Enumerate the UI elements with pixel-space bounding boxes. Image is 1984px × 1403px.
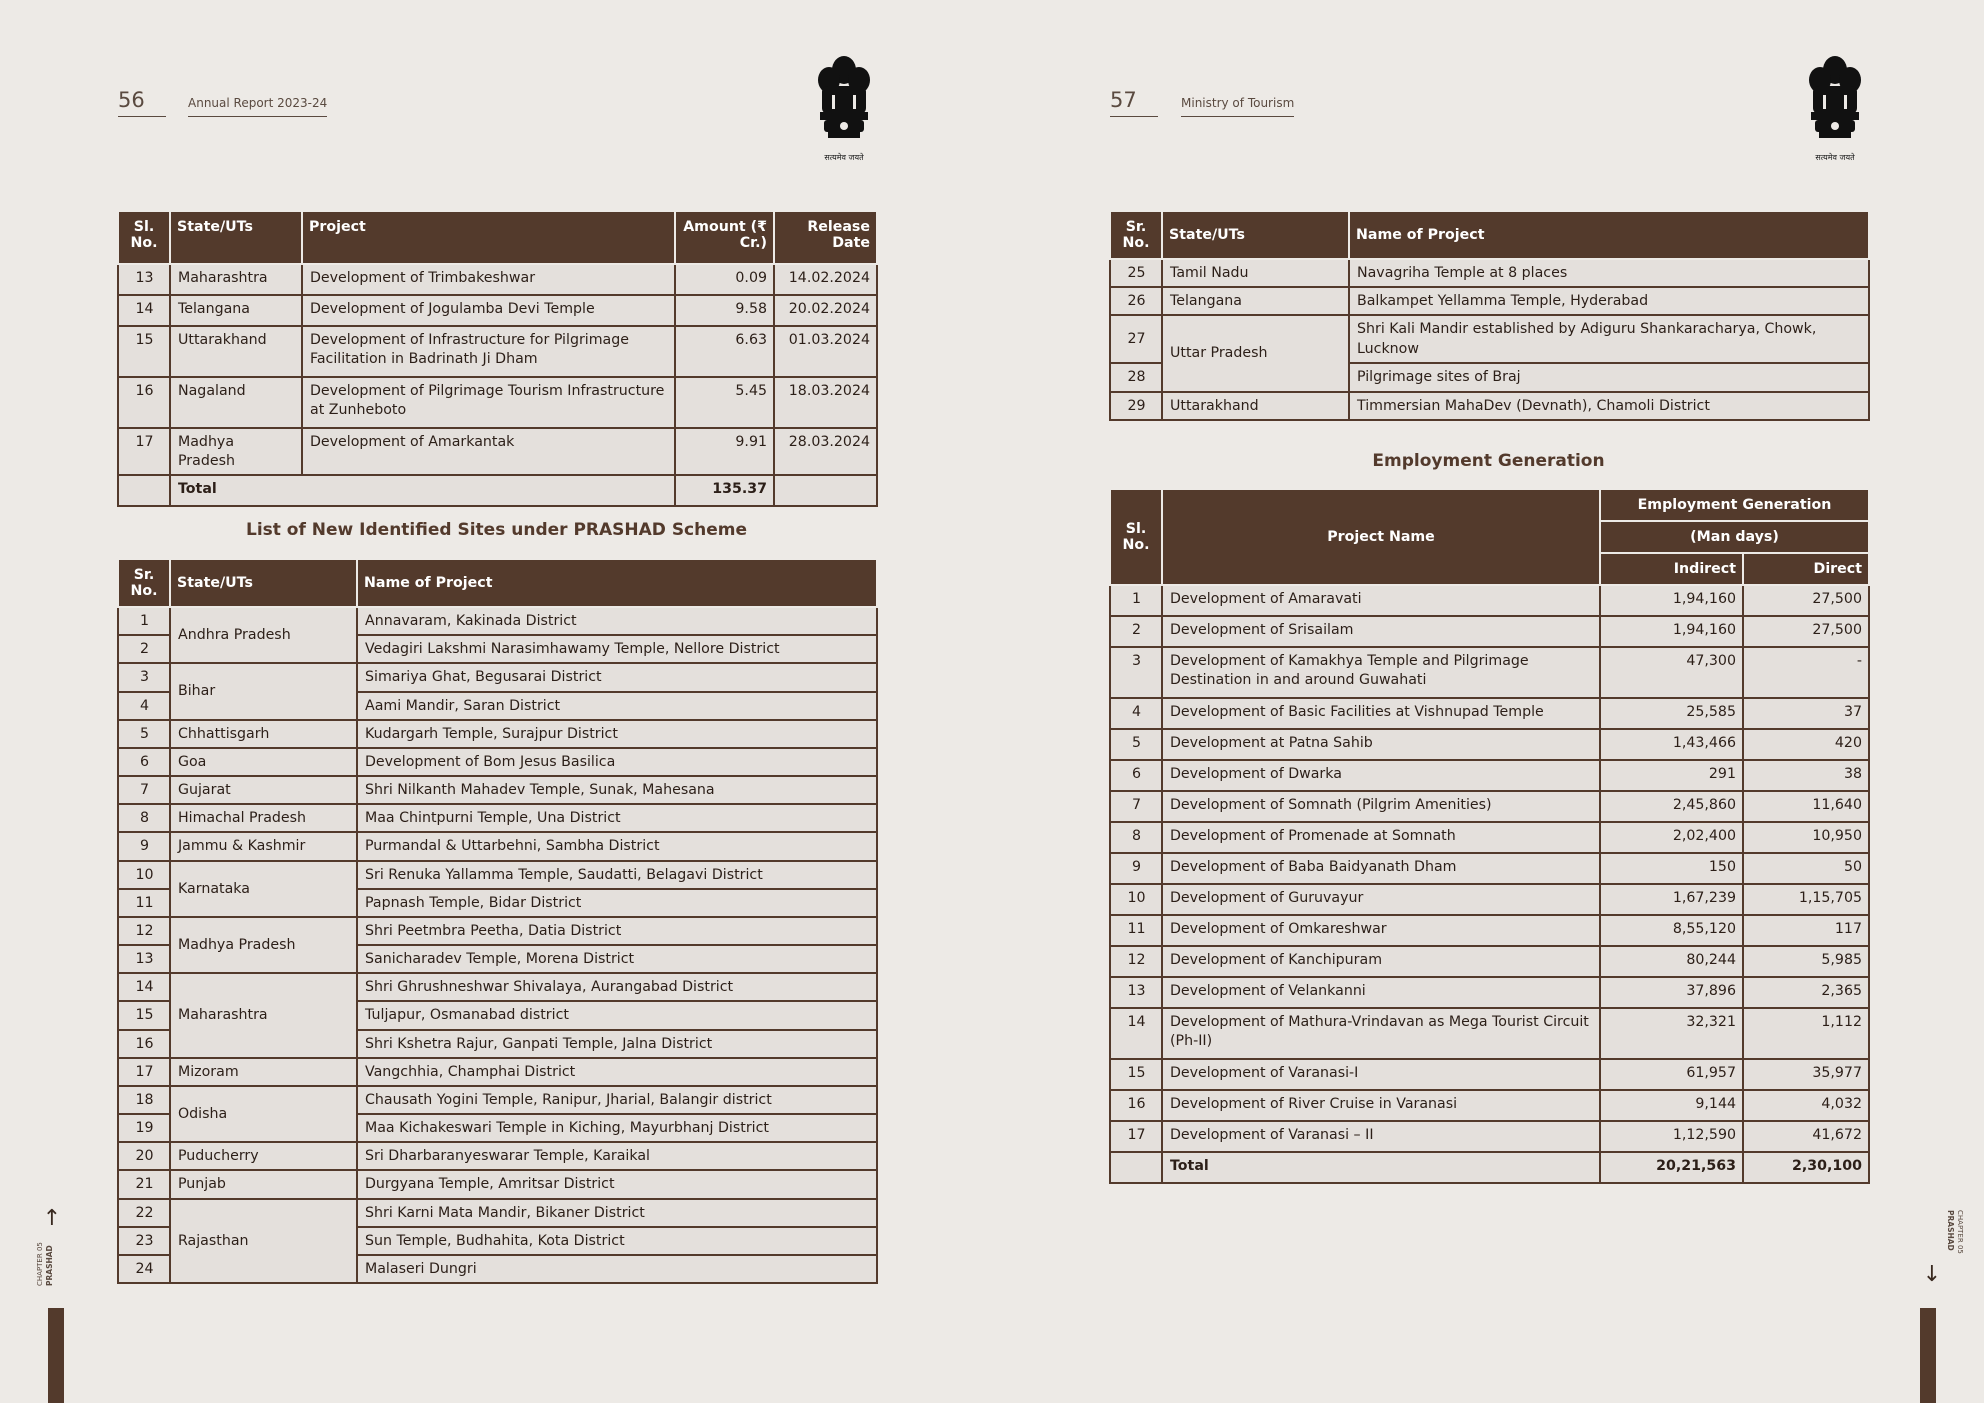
cell-state: Goa (170, 748, 357, 776)
cell-sr: 16 (118, 1030, 170, 1058)
emblem-motto: सत्यमेव जयते (1815, 153, 1855, 162)
table-row (118, 973, 877, 1001)
col-sr: Sr. No. (118, 559, 170, 607)
table-row (1110, 729, 1869, 760)
col-name: Name of Project (357, 559, 877, 607)
table-row (1110, 315, 1869, 363)
table-row (118, 748, 877, 776)
cell-indirect: 291 (1600, 760, 1743, 791)
col-state: State/UTs (1162, 211, 1349, 259)
lion-capital-icon (812, 50, 876, 154)
total-label: Total (170, 475, 675, 506)
cell-state: Uttarakhand (170, 326, 302, 377)
cell-date: 28.03.2024 (774, 428, 877, 475)
table-row (1110, 1090, 1869, 1121)
cell-state: Andhra Pradesh (170, 607, 357, 663)
lion-capital-icon (1803, 50, 1867, 154)
side-chapter: CHAPTER 05 (1956, 1210, 1964, 1254)
cell-project: Development of Promenade at Somnath (1162, 822, 1600, 853)
cell-sr: 7 (118, 776, 170, 804)
table-row (118, 1142, 877, 1170)
table-row (118, 917, 877, 945)
cell-direct: 117 (1743, 915, 1869, 946)
cell-sl: 16 (1110, 1090, 1162, 1121)
cell-name: Shri Nilkanth Mahadev Temple, Sunak, Mahesana (357, 776, 877, 804)
cell-indirect: 47,300 (1600, 647, 1743, 698)
cell-project: Development of Jogulamba Devi Temple (302, 295, 675, 326)
table-row (1110, 915, 1869, 946)
col-unit: (Man days) (1600, 521, 1869, 553)
cell-date: 18.03.2024 (774, 377, 877, 428)
cell-sr: 1 (118, 607, 170, 635)
cell-sl: 7 (1110, 791, 1162, 822)
table-row (1110, 616, 1869, 647)
cell-sl: 15 (1110, 1059, 1162, 1090)
cell-sl: 9 (1110, 853, 1162, 884)
cell-state: Chhattisgarh (170, 720, 357, 748)
sites-table-continued (1109, 210, 1870, 421)
cell-sl: 3 (1110, 647, 1162, 698)
cell-state: Tamil Nadu (1162, 259, 1349, 287)
cell-sl: 15 (118, 326, 170, 377)
cell-indirect: 1,94,160 (1600, 616, 1743, 647)
cell-empty (1110, 1152, 1162, 1183)
cell-sr: 24 (118, 1255, 170, 1283)
cell-indirect: 2,45,860 (1600, 791, 1743, 822)
cell-sr: 23 (118, 1227, 170, 1255)
cell-amount: 0.09 (675, 264, 774, 295)
col-amount: Amount (₹ Cr.) (675, 211, 774, 264)
col-direct: Direct (1743, 553, 1869, 585)
cell-name: Balkampet Yellamma Temple, Hyderabad (1349, 287, 1869, 315)
cell-name: Shri Peetmbra Peetha, Datia District (357, 917, 877, 945)
cell-sl: 11 (1110, 915, 1162, 946)
cell-state: Madhya Pradesh (170, 917, 357, 973)
table-row (1110, 1008, 1869, 1059)
cell-name: Chausath Yogini Temple, Ranipur, Jharial, Balangir district (357, 1086, 877, 1114)
table-row (1110, 1059, 1869, 1090)
cell-state: Maharashtra (170, 973, 357, 1058)
release-table (117, 210, 878, 507)
cell-sl: 10 (1110, 884, 1162, 915)
cell-sr: 25 (1110, 259, 1162, 287)
cell-sr: 13 (118, 945, 170, 973)
cell-sr: 9 (118, 832, 170, 860)
cell-direct: 27,500 (1743, 585, 1869, 616)
side-section: PRASHAD (1946, 1210, 1956, 1251)
total-direct: 2,30,100 (1743, 1152, 1869, 1183)
cell-name: Sri Renuka Yallamma Temple, Saudatti, Belagavi District (357, 861, 877, 889)
cell-name: Pilgrimage sites of Braj (1349, 363, 1869, 391)
cell-direct: 38 (1743, 760, 1869, 791)
cell-indirect: 1,12,590 (1600, 1121, 1743, 1152)
cell-name: Durgyana Temple, Amritsar District (357, 1170, 877, 1198)
cell-sr: 27 (1110, 315, 1162, 363)
table-row (1110, 822, 1869, 853)
cell-project: Development of Amarkantak (302, 428, 675, 475)
cell-project: Development of Dwarka (1162, 760, 1600, 791)
cell-indirect: 2,02,400 (1600, 822, 1743, 853)
cell-name: Kudargarh Temple, Surajpur District (357, 720, 877, 748)
table-row (118, 776, 877, 804)
table-row (118, 804, 877, 832)
cell-sl: 16 (118, 377, 170, 428)
cell-state: Odisha (170, 1086, 357, 1142)
cell-name: Malaseri Dungri (357, 1255, 877, 1283)
cell-project: Development at Patna Sahib (1162, 729, 1600, 760)
cell-sl: 14 (118, 295, 170, 326)
table-row (118, 1199, 877, 1227)
col-state: State/UTs (170, 211, 302, 264)
side-chapter-label (36, 1176, 58, 1286)
cell-name: Annavaram, Kakinada District (357, 607, 877, 635)
table-row (1110, 585, 1869, 616)
cell-amount: 6.63 (675, 326, 774, 377)
table-row (1110, 853, 1869, 884)
cell-state: Karnataka (170, 861, 357, 917)
cell-state: Bihar (170, 663, 357, 719)
col-sr: Sr. No. (1110, 211, 1162, 259)
cell-indirect: 8,55,120 (1600, 915, 1743, 946)
cell-project: Development of Pilgrimage Tourism Infrastructure at Zunheboto (302, 377, 675, 428)
cell-direct: 11,640 (1743, 791, 1869, 822)
cell-direct: 35,977 (1743, 1059, 1869, 1090)
cell-name: Shri Kali Mandir established by Adiguru Shankaracharya, Chowk, Lucknow (1349, 315, 1869, 363)
cell-sl: 14 (1110, 1008, 1162, 1059)
cell-sr: 26 (1110, 287, 1162, 315)
table-row (118, 264, 877, 295)
cell-sr: 6 (118, 748, 170, 776)
col-group: Employment Generation (1600, 489, 1869, 521)
cell-name: Sanicharadev Temple, Morena District (357, 945, 877, 973)
side-section: PRASHAD (44, 1245, 54, 1286)
cell-name: Navagriha Temple at 8 places (1349, 259, 1869, 287)
cell-sr: 22 (118, 1199, 170, 1227)
cell-state: Himachal Pradesh (170, 804, 357, 832)
cell-sr: 11 (118, 889, 170, 917)
cell-name: Timmersian MahaDev (Devnath), Chamoli District (1349, 392, 1869, 420)
page-number: 56 (118, 88, 166, 117)
cell-amount: 5.45 (675, 377, 774, 428)
table-row (118, 1058, 877, 1086)
cell-project: Development of Guruvayur (1162, 884, 1600, 915)
cell-indirect: 37,896 (1600, 977, 1743, 1008)
cell-project: Development of Varanasi-I (1162, 1059, 1600, 1090)
cell-sr: 4 (118, 692, 170, 720)
cell-name: Papnash Temple, Bidar District (357, 889, 877, 917)
cell-name: Sun Temple, Budhahita, Kota District (357, 1227, 877, 1255)
cell-date: 14.02.2024 (774, 264, 877, 295)
cell-sr: 21 (118, 1170, 170, 1198)
col-sl: Sl. No. (118, 211, 170, 264)
cell-sr: 2 (118, 635, 170, 663)
page-number: 57 (1110, 88, 1158, 117)
table-row (1110, 259, 1869, 287)
table-row (1110, 287, 1869, 315)
cell-state: Uttar Pradesh (1162, 315, 1349, 391)
table-row (118, 861, 877, 889)
cell-sr: 29 (1110, 392, 1162, 420)
arrow-down-icon: ↓ (1922, 1262, 1942, 1287)
table-row (1110, 392, 1869, 420)
table-row (1110, 791, 1869, 822)
cell-sl: 17 (118, 428, 170, 475)
cell-sl: 8 (1110, 822, 1162, 853)
cell-name: Shri Ghrushneshwar Shivalaya, Aurangabad District (357, 973, 877, 1001)
cell-direct: 27,500 (1743, 616, 1869, 647)
cell-project: Development of Mathura-Vrindavan as Mega Tourist Circuit (Ph-II) (1162, 1008, 1600, 1059)
cell-state: Maharashtra (170, 264, 302, 295)
table-row (118, 1170, 877, 1198)
cell-empty (118, 475, 170, 506)
cell-direct: 1,15,705 (1743, 884, 1869, 915)
cell-direct: 4,032 (1743, 1090, 1869, 1121)
cell-indirect: 1,43,466 (1600, 729, 1743, 760)
cell-project: Development of Omkareshwar (1162, 915, 1600, 946)
cell-name: Sri Dharbaranyeswarar Temple, Karaikal (357, 1142, 877, 1170)
cell-indirect: 80,244 (1600, 946, 1743, 977)
cell-indirect: 150 (1600, 853, 1743, 884)
side-chapter-label (1942, 1210, 1964, 1320)
cell-project: Development of Trimbakeshwar (302, 264, 675, 295)
cell-name: Vedagiri Lakshmi Narasimhawamy Temple, Nellore District (357, 635, 877, 663)
employment-title: Employment Generation (1372, 451, 1605, 471)
cell-direct: 5,985 (1743, 946, 1869, 977)
cell-state: Uttarakhand (1162, 392, 1349, 420)
col-indirect: Indirect (1600, 553, 1743, 585)
table-row (1110, 760, 1869, 791)
cell-state: Madhya Pradesh (170, 428, 302, 475)
cell-empty (774, 475, 877, 506)
cell-name: Development of Bom Jesus Basilica (357, 748, 877, 776)
table-row (1110, 647, 1869, 698)
col-state: State/UTs (170, 559, 357, 607)
cell-direct: - (1743, 647, 1869, 698)
cell-date: 20.02.2024 (774, 295, 877, 326)
table-row (118, 720, 877, 748)
cell-sr: 5 (118, 720, 170, 748)
cell-name: Aami Mandir, Saran District (357, 692, 877, 720)
cell-indirect: 61,957 (1600, 1059, 1743, 1090)
cell-indirect: 9,144 (1600, 1090, 1743, 1121)
table-row (118, 1086, 877, 1114)
table-row (118, 607, 877, 635)
cell-name: Tuljapur, Osmanabad district (357, 1001, 877, 1029)
cell-amount: 9.58 (675, 295, 774, 326)
cell-sl: 4 (1110, 698, 1162, 729)
col-project: Project (302, 211, 675, 264)
cell-date: 01.03.2024 (774, 326, 877, 377)
cell-sl: 13 (118, 264, 170, 295)
cell-sl: 17 (1110, 1121, 1162, 1152)
cell-direct: 10,950 (1743, 822, 1869, 853)
cell-project: Development of Somnath (Pilgrim Amenities) (1162, 791, 1600, 822)
cell-indirect: 1,67,239 (1600, 884, 1743, 915)
total-row (1110, 1152, 1869, 1183)
state-emblem (812, 50, 876, 163)
table-row (118, 428, 877, 475)
cell-sr: 14 (118, 973, 170, 1001)
cell-name: Shri Kshetra Rajur, Ganpati Temple, Jalna District (357, 1030, 877, 1058)
total-row (118, 475, 877, 506)
col-sl: Sl. No. (1110, 489, 1162, 585)
cell-indirect: 1,94,160 (1600, 585, 1743, 616)
table-row (118, 663, 877, 691)
cell-state: Punjab (170, 1170, 357, 1198)
cell-direct: 420 (1743, 729, 1869, 760)
cell-sr: 8 (118, 804, 170, 832)
col-name: Name of Project (1349, 211, 1869, 259)
cell-sl: 5 (1110, 729, 1162, 760)
cell-project: Development of Kanchipuram (1162, 946, 1600, 977)
cell-sl: 6 (1110, 760, 1162, 791)
cell-state: Jammu & Kashmir (170, 832, 357, 860)
arrow-up-icon: ↑ (42, 1206, 62, 1231)
cell-state: Rajasthan (170, 1199, 357, 1284)
cell-state: Puducherry (170, 1142, 357, 1170)
cell-state: Nagaland (170, 377, 302, 428)
cell-sr: 15 (118, 1001, 170, 1029)
cell-sl: 13 (1110, 977, 1162, 1008)
cell-sr: 10 (118, 861, 170, 889)
cell-direct: 50 (1743, 853, 1869, 884)
cell-state: Telangana (170, 295, 302, 326)
cell-name: Maa Chintpurni Temple, Una District (357, 804, 877, 832)
total-indirect: 20,21,563 (1600, 1152, 1743, 1183)
cell-direct: 41,672 (1743, 1121, 1869, 1152)
cell-state: Gujarat (170, 776, 357, 804)
side-chapter: CHAPTER 05 (36, 1242, 44, 1286)
cell-sr: 17 (118, 1058, 170, 1086)
running-head: Annual Report 2023-24 (188, 96, 327, 117)
table-row (1110, 698, 1869, 729)
col-project: Project Name (1162, 489, 1600, 585)
cell-name: Purmandal & Uttarbehni, Sambha District (357, 832, 877, 860)
cell-name: Shri Karni Mata Mandir, Bikaner District (357, 1199, 877, 1227)
cell-direct: 37 (1743, 698, 1869, 729)
cell-project: Development of Varanasi – II (1162, 1121, 1600, 1152)
cell-sl: 12 (1110, 946, 1162, 977)
state-emblem (1803, 50, 1867, 163)
table-row (118, 295, 877, 326)
table-row (118, 377, 877, 428)
cell-project: Development of Kamakhya Temple and Pilgrimage Destination in and around Guwahati (1162, 647, 1600, 698)
cell-name: Vangchhia, Champhai District (357, 1058, 877, 1086)
table-row (1110, 1121, 1869, 1152)
cell-sr: 19 (118, 1114, 170, 1142)
cell-name: Simariya Ghat, Begusarai District (357, 663, 877, 691)
col-date: Release Date (774, 211, 877, 264)
cell-sr: 18 (118, 1086, 170, 1114)
cell-project: Development of River Cruise in Varanasi (1162, 1090, 1600, 1121)
total-amount: 135.37 (675, 475, 774, 506)
cell-indirect: 25,585 (1600, 698, 1743, 729)
side-bar (48, 1308, 64, 1403)
cell-indirect: 32,321 (1600, 1008, 1743, 1059)
cell-sl: 2 (1110, 616, 1162, 647)
cell-direct: 2,365 (1743, 977, 1869, 1008)
table-row (118, 832, 877, 860)
table-row (1110, 884, 1869, 915)
cell-direct: 1,112 (1743, 1008, 1869, 1059)
cell-sr: 12 (118, 917, 170, 945)
cell-sr: 20 (118, 1142, 170, 1170)
cell-state: Telangana (1162, 287, 1349, 315)
table-row (1110, 977, 1869, 1008)
cell-project: Development of Velankanni (1162, 977, 1600, 1008)
side-bar (1920, 1308, 1936, 1403)
cell-project: Development of Baba Baidyanath Dham (1162, 853, 1600, 884)
emblem-motto: सत्यमेव जयते (824, 153, 864, 162)
cell-project: Development of Amaravati (1162, 585, 1600, 616)
table-row (1110, 946, 1869, 977)
sites-table (117, 558, 878, 1284)
total-label: Total (1162, 1152, 1600, 1183)
cell-project: Development of Infrastructure for Pilgrimage Facilitation in Badrinath Ji Dham (302, 326, 675, 377)
cell-name: Maa Kichakeswari Temple in Kiching, Mayurbhanj District (357, 1114, 877, 1142)
cell-state: Mizoram (170, 1058, 357, 1086)
running-head: Ministry of Tourism (1181, 96, 1294, 117)
table-row (118, 326, 877, 377)
sites-title: List of New Identified Sites under PRASHAD Scheme (245, 520, 748, 540)
cell-project: Development of Basic Facilities at Vishnupad Temple (1162, 698, 1600, 729)
employment-table (1109, 488, 1870, 1184)
cell-sr: 3 (118, 663, 170, 691)
cell-sr: 28 (1110, 363, 1162, 391)
cell-amount: 9.91 (675, 428, 774, 475)
cell-project: Development of Srisailam (1162, 616, 1600, 647)
cell-sl: 1 (1110, 585, 1162, 616)
